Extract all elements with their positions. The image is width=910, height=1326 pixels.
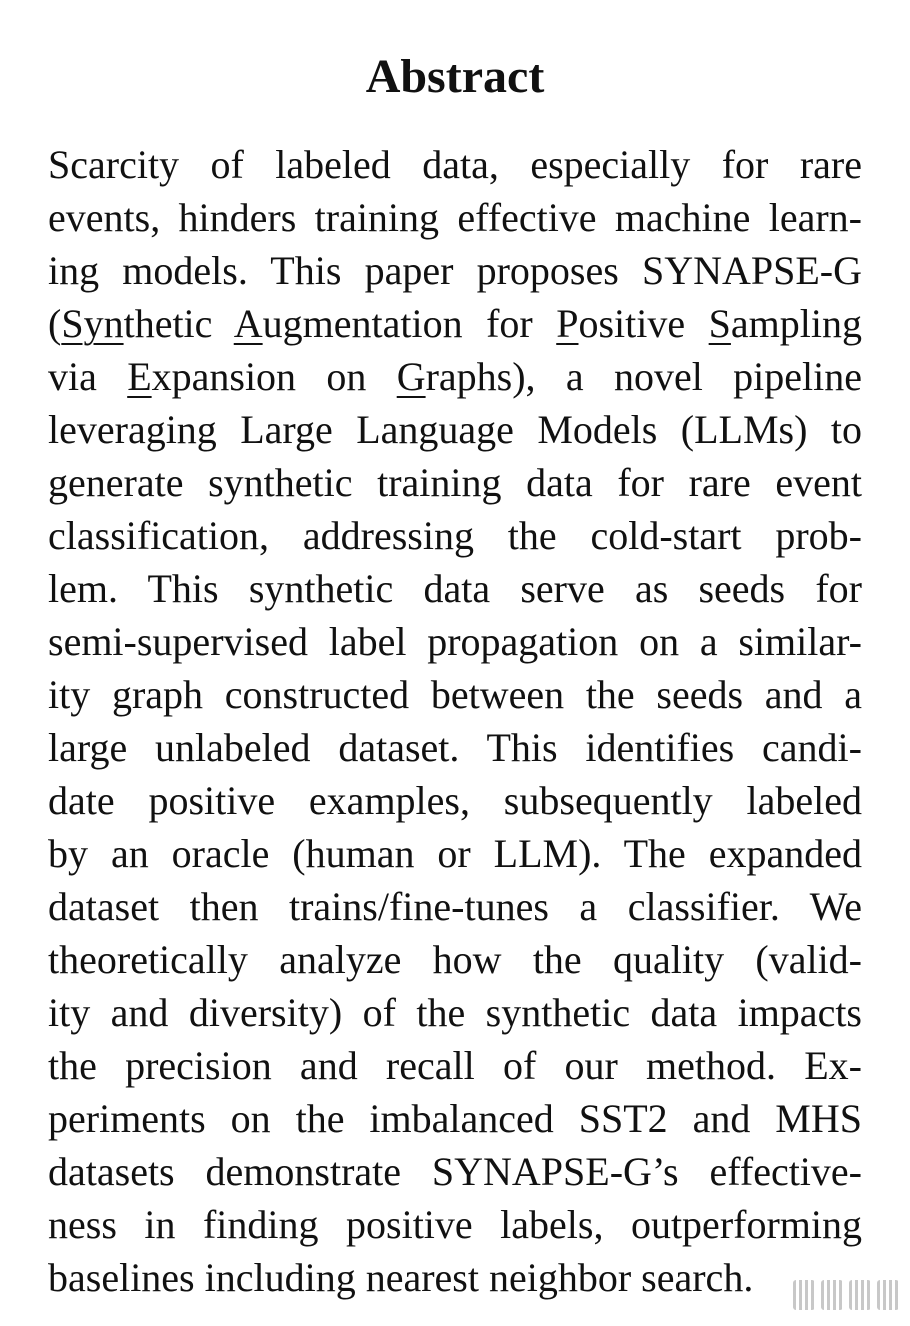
line4-text-ampling: ampling xyxy=(730,301,862,346)
abstract-line-8: classification, addressing the cold-start prob- xyxy=(48,513,862,558)
abstract-line-1: Scarcity of labeled data, especially for rare xyxy=(48,142,862,187)
abstract-line-15: dataset then trains/fine-tunes a classifier. We xyxy=(48,884,862,929)
abstract-line-18: the precision and recall of our method. Ex- xyxy=(48,1043,862,1088)
line4-text-thetic: thetic xyxy=(123,301,234,346)
acronym-letters-syn: Syn xyxy=(61,301,124,346)
acronym-letter-e: E xyxy=(127,354,152,399)
abstract-line-7: generate synthetic training data for rare event xyxy=(48,460,862,505)
abstract-body xyxy=(48,138,862,1304)
abstract-line-22: baselines including nearest neighbor search. xyxy=(48,1255,754,1300)
watermark-glyph-3 xyxy=(846,1278,874,1314)
acronym-letter-s: S xyxy=(708,301,731,346)
abstract-line-3: ing models. This paper proposes SYNAPSE-G xyxy=(48,248,862,293)
watermark-icon xyxy=(790,1278,902,1314)
abstract-line-12: large unlabeled dataset. This identifies candi- xyxy=(48,725,862,770)
line4-text-ugmentation: ugmentation for xyxy=(262,301,557,346)
abstract-line-14: by an oracle (human or LLM). The expanded xyxy=(48,831,862,876)
line5-text-xpansion: xpansion on xyxy=(151,354,397,399)
watermark-glyph-4 xyxy=(874,1278,902,1314)
watermark-glyph-1 xyxy=(790,1278,818,1314)
abstract-line-13: date positive examples, subsequently labeled xyxy=(48,778,862,823)
abstract-line-9: lem. This synthetic data serve as seeds for xyxy=(48,566,862,611)
acronym-letter-a: A xyxy=(233,301,263,346)
line4-open-paren: ( xyxy=(48,301,62,346)
line4-text-ositive: ositive xyxy=(578,301,709,346)
abstract-line-11: ity graph constructed between the seeds and a xyxy=(48,672,862,717)
abstract-line-6: leveraging Large Language Models (LLMs) to xyxy=(48,407,862,452)
abstract-line-4 xyxy=(48,297,862,350)
abstract-line-19: periments on the imbalanced SST2 and MHS xyxy=(48,1096,862,1141)
abstract-line-2: events, hinders training effective machine learn- xyxy=(48,195,862,240)
line5-text-raphs: raphs), a novel pipeline xyxy=(425,354,862,399)
acronym-letter-g: G xyxy=(396,354,426,399)
line5-text-via: via xyxy=(48,354,128,399)
abstract-line-17: ity and diversity) of the synthetic data impacts xyxy=(48,990,862,1035)
abstract-line-20: datasets demonstrate SYNAPSE-G’s effective- xyxy=(48,1149,862,1194)
abstract-heading: Abstract xyxy=(365,50,545,103)
watermark-glyph-2 xyxy=(818,1278,846,1314)
abstract-line-21: ness in finding positive labels, outperforming xyxy=(48,1202,862,1247)
abstract-line-10: semi-supervised label propagation on a similar- xyxy=(48,619,862,664)
abstract-line-16: theoretically analyze how the quality (valid- xyxy=(48,937,862,982)
acronym-letter-p: P xyxy=(556,301,579,346)
abstract-line-5 xyxy=(48,350,862,403)
